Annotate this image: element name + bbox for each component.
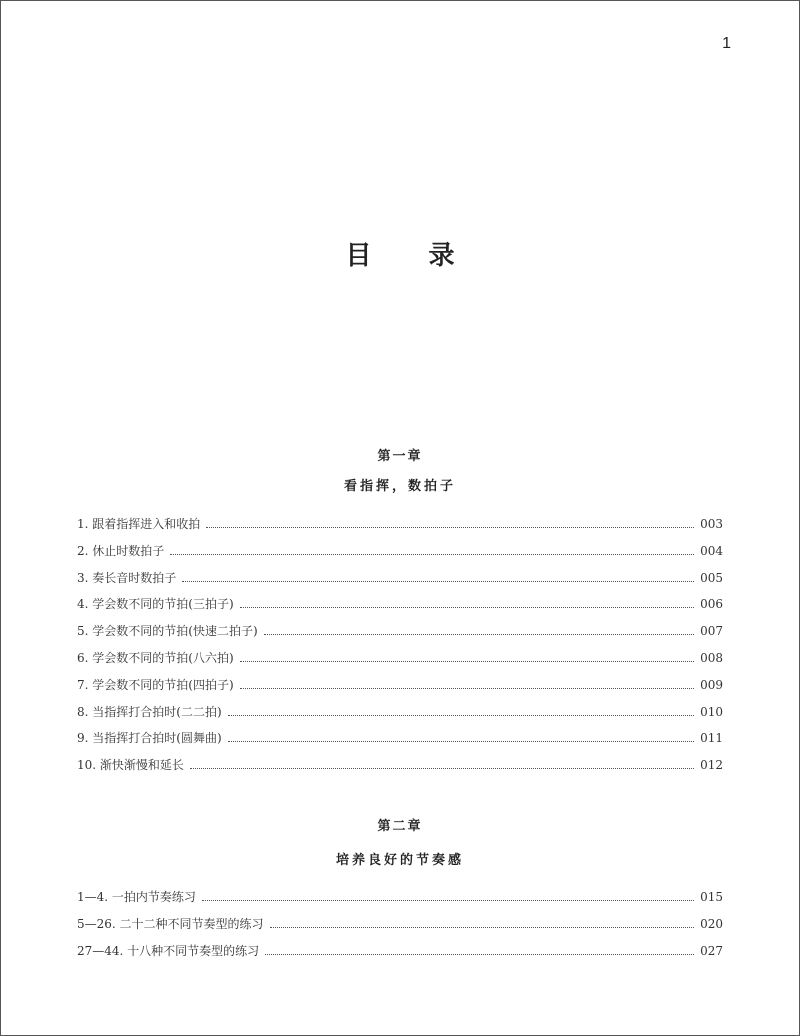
entry-page: 008: [700, 650, 723, 665]
chapter-2-label: 第二章: [377, 819, 423, 834]
entry-page: 004: [700, 543, 723, 558]
dot-leader: [228, 741, 694, 742]
entry-title: 1. 跟着指挥进入和收拍: [77, 517, 201, 531]
entry-title: 5—26. 二十二种不同节奏型的练习: [77, 916, 264, 931]
entry-page: 005: [700, 570, 723, 585]
toc-entry[interactable]: [77, 676, 723, 703]
toc-title: 目 录: [345, 241, 479, 271]
chapter-2-heading: 培养良好的节奏感: [335, 853, 464, 868]
dot-leader: [206, 527, 694, 528]
toc-entry[interactable]: [77, 542, 723, 569]
toc-entry[interactable]: [77, 942, 723, 969]
dot-leader: [264, 634, 694, 635]
dot-leader: [240, 607, 694, 608]
entry-title: 5. 学会数不同的节拍(快速二拍子): [77, 624, 258, 639]
toc-entry[interactable]: [77, 756, 723, 783]
entry-page: 003: [700, 517, 723, 531]
dot-leader: [240, 661, 694, 662]
entry-title: 6. 学会数不同的节拍(八六拍): [77, 650, 234, 665]
chapter-2-entries: [77, 888, 723, 968]
toc-entry[interactable]: [77, 729, 723, 756]
entry-page: 009: [700, 677, 723, 692]
toc-entry[interactable]: [77, 915, 723, 942]
chapter-1-heading: 看指挥，数拍子: [343, 479, 456, 494]
entry-title: 7. 学会数不同的节拍(四拍子): [77, 677, 234, 692]
dot-leader: [240, 688, 694, 689]
entry-page: 007: [700, 624, 723, 639]
toc-entry[interactable]: [77, 595, 723, 622]
dot-leader: [270, 927, 695, 928]
toc-entry[interactable]: [77, 703, 723, 730]
chapter-1-label: 第一章: [377, 449, 423, 464]
entry-page: 027: [700, 943, 723, 958]
entry-title: 3. 奏长音时数拍子: [77, 570, 177, 585]
entry-page: 010: [700, 704, 723, 719]
chapter-1-entries: [77, 515, 723, 783]
entry-page: 011: [700, 731, 723, 746]
entry-title: 8. 当指挥打合拍时(二二拍): [77, 704, 222, 719]
toc-entry[interactable]: [77, 622, 723, 649]
toc-entry[interactable]: [77, 888, 723, 915]
entry-title: 9. 当指挥打合拍时(圆舞曲): [77, 731, 222, 746]
dot-leader: [228, 715, 694, 716]
entry-title: 10. 渐快渐慢和延长: [77, 758, 184, 773]
dot-leader: [265, 954, 694, 955]
entry-page: 015: [700, 890, 723, 904]
entry-title: 2. 休止时数拍子: [77, 543, 165, 558]
entry-page: 012: [700, 758, 723, 773]
toc-entry[interactable]: [77, 649, 723, 676]
entry-title: 27—44. 十八种不同节奏型的练习: [77, 943, 260, 958]
dot-leader: [190, 768, 694, 769]
dot-leader: [182, 581, 694, 582]
toc-entry[interactable]: [77, 569, 723, 596]
page-number: 1: [722, 35, 731, 52]
toc-entry[interactable]: [77, 515, 723, 542]
entry-page: 020: [700, 916, 723, 931]
dot-leader: [170, 554, 694, 555]
entry-page: 006: [700, 597, 723, 612]
entry-title: 1—4. 一拍内节奏练习: [77, 890, 196, 904]
entry-title: 4. 学会数不同的节拍(三拍子): [77, 597, 234, 612]
dot-leader: [202, 900, 694, 901]
